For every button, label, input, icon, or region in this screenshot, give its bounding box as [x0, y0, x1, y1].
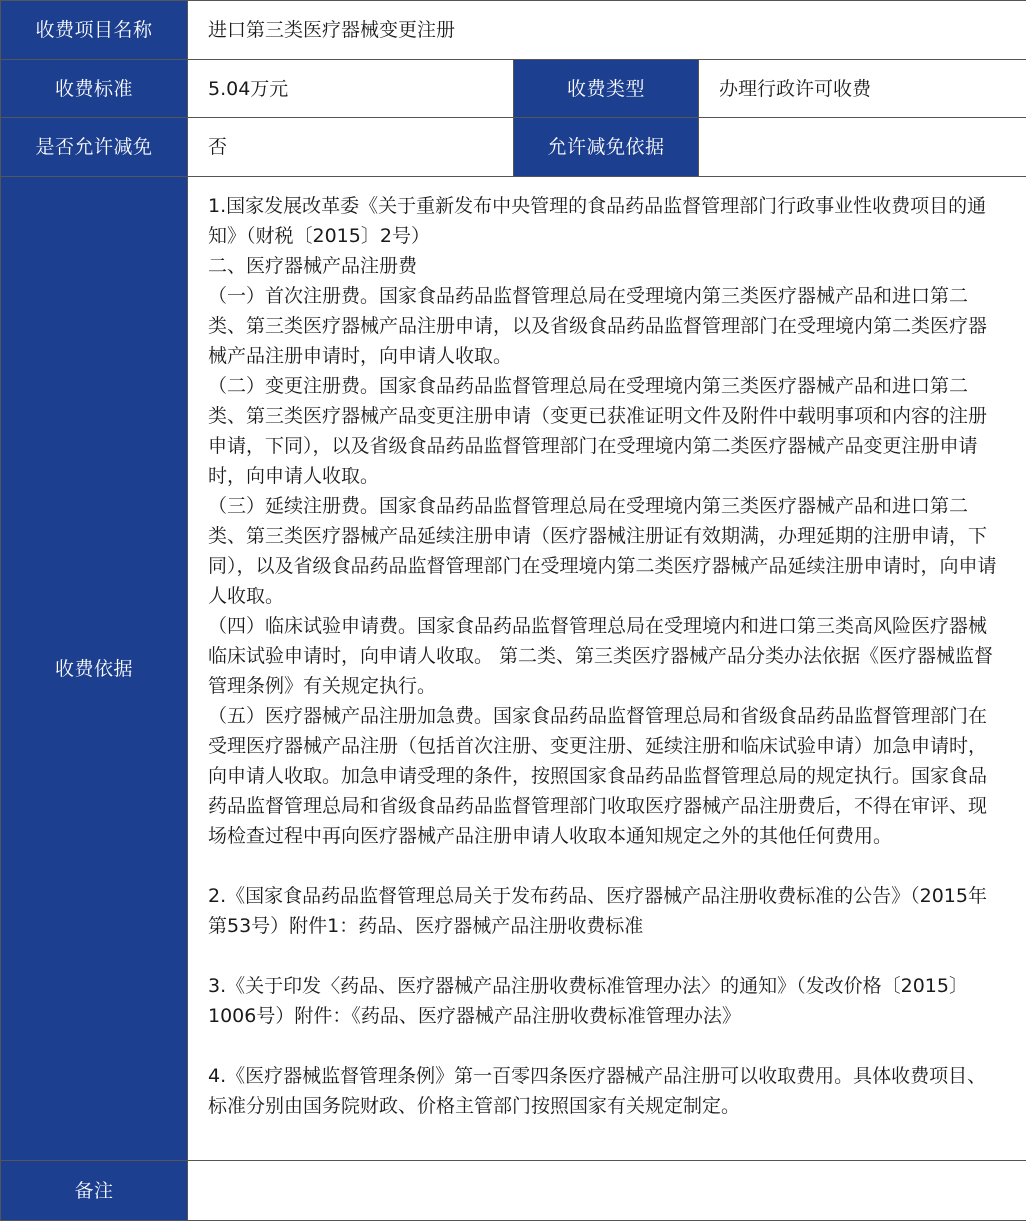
- basis-paragraph-6: （四）临床试验申请费。国家食品药品监督管理总局在受理境内和进口第三类高风险医疗器械临床试验申请时，向申请人收取。 第二类、第三类医疗器械产品分类办法依据《医疗器械监督管理条例》有关规定执行。: [208, 611, 1004, 701]
- remarks-label: 备注: [1, 1161, 188, 1221]
- basis-paragraph-5: （三）延续注册费。国家食品药品监督管理总局在受理境内第三类医疗器械产品和进口第二类、第三类医疗器械产品延续注册申请（医疗器械注册证有效期满，办理延期的注册申请，下同），以及省级食品药品监督管理部门在受理境内第二类医疗器械产品延续注册申请时，向申请人收取。: [208, 491, 1004, 611]
- basis-paragraph-1: 1.国家发展改革委《关于重新发布中央管理的食品药品监督管理部门行政事业性收费项目的通知》（财税〔2015〕2号）: [208, 191, 1004, 251]
- basis-paragraph-10: 4.《医疗器械监督管理条例》第一百零四条医疗器械产品注册可以收取费用。具体收费项目、标准分别由国务院财政、价格主管部门按照国家有关规定制定。: [208, 1061, 1004, 1121]
- basis-paragraph-2: 二、医疗器械产品注册费: [208, 251, 1004, 281]
- paragraph-spacer: [208, 941, 1004, 971]
- paragraph-spacer: [208, 851, 1004, 881]
- row-remarks: [1, 1161, 1026, 1221]
- fee-basis-content: [188, 177, 1026, 1161]
- fee-basis-label: 收费依据: [1, 177, 188, 1161]
- reduction-allowed-label: 是否允许减免: [1, 118, 188, 177]
- remarks-value: [188, 1161, 1026, 1221]
- reduction-basis-value: [699, 118, 1026, 177]
- fee-standard-value: 5.04万元: [188, 60, 514, 118]
- basis-paragraph-4: （二）变更注册费。国家食品药品监督管理总局在受理境内第三类医疗器械产品和进口第二类、第三类医疗器械产品变更注册申请（变更已获准证明文件及附件中载明事项和内容的注册申请，下同），以及省级食品药品监督管理部门在受理境内第二类医疗器械产品变更注册申请时，向申请人收取。: [208, 371, 1004, 491]
- item-name-label: 收费项目名称: [1, 1, 188, 60]
- basis-paragraph-3: （一）首次注册费。国家食品药品监督管理总局在受理境内第三类医疗器械产品和进口第二类、第三类医疗器械产品注册申请，以及省级食品药品监督管理部门在受理境内第二类医疗器械产品注册申请时，向申请人收取。: [208, 281, 1004, 371]
- fee-standard-label: 收费标准: [1, 60, 188, 118]
- reduction-allowed-value: 否: [188, 118, 514, 177]
- row-fee-basis: [1, 177, 1026, 1161]
- row-item-name: [1, 1, 1026, 60]
- row-reduction: [1, 118, 1026, 177]
- basis-paragraph-9: 3.《关于印发〈药品、医疗器械产品注册收费标准管理办法〉的通知》（发改价格〔2015〕1006号）附件：《药品、医疗器械产品注册收费标准管理办法》: [208, 971, 1004, 1031]
- item-name-value: 进口第三类医疗器械变更注册: [188, 1, 1026, 60]
- reduction-basis-label: 允许减免依据: [514, 118, 699, 177]
- fee-type-label: 收费类型: [514, 60, 699, 118]
- paragraph-spacer: [208, 1031, 1004, 1061]
- basis-paragraph-7: （五）医疗器械产品注册加急费。国家食品药品监督管理总局和省级食品药品监督管理部门在受理医疗器械产品注册（包括首次注册、变更注册、延续注册和临床试验申请）加急申请时，向申请人收取。加急申请受理的条件，按照国家食品药品监督管理总局的规定执行。国家食品药品监督管理总局和省级食品药品监督管理部门收取医疗器械产品注册费后，不得在审评、现场检查过程中再向医疗器械产品注册申请人收取本通知规定之外的其他任何费用。: [208, 701, 1004, 851]
- fee-type-value: 办理行政许可收费: [699, 60, 1026, 118]
- row-fee-standard: [1, 60, 1026, 118]
- basis-paragraph-8: 2.《国家食品药品监督管理总局关于发布药品、医疗器械产品注册收费标准的公告》（2015年第53号）附件1：药品、医疗器械产品注册收费标准: [208, 881, 1004, 941]
